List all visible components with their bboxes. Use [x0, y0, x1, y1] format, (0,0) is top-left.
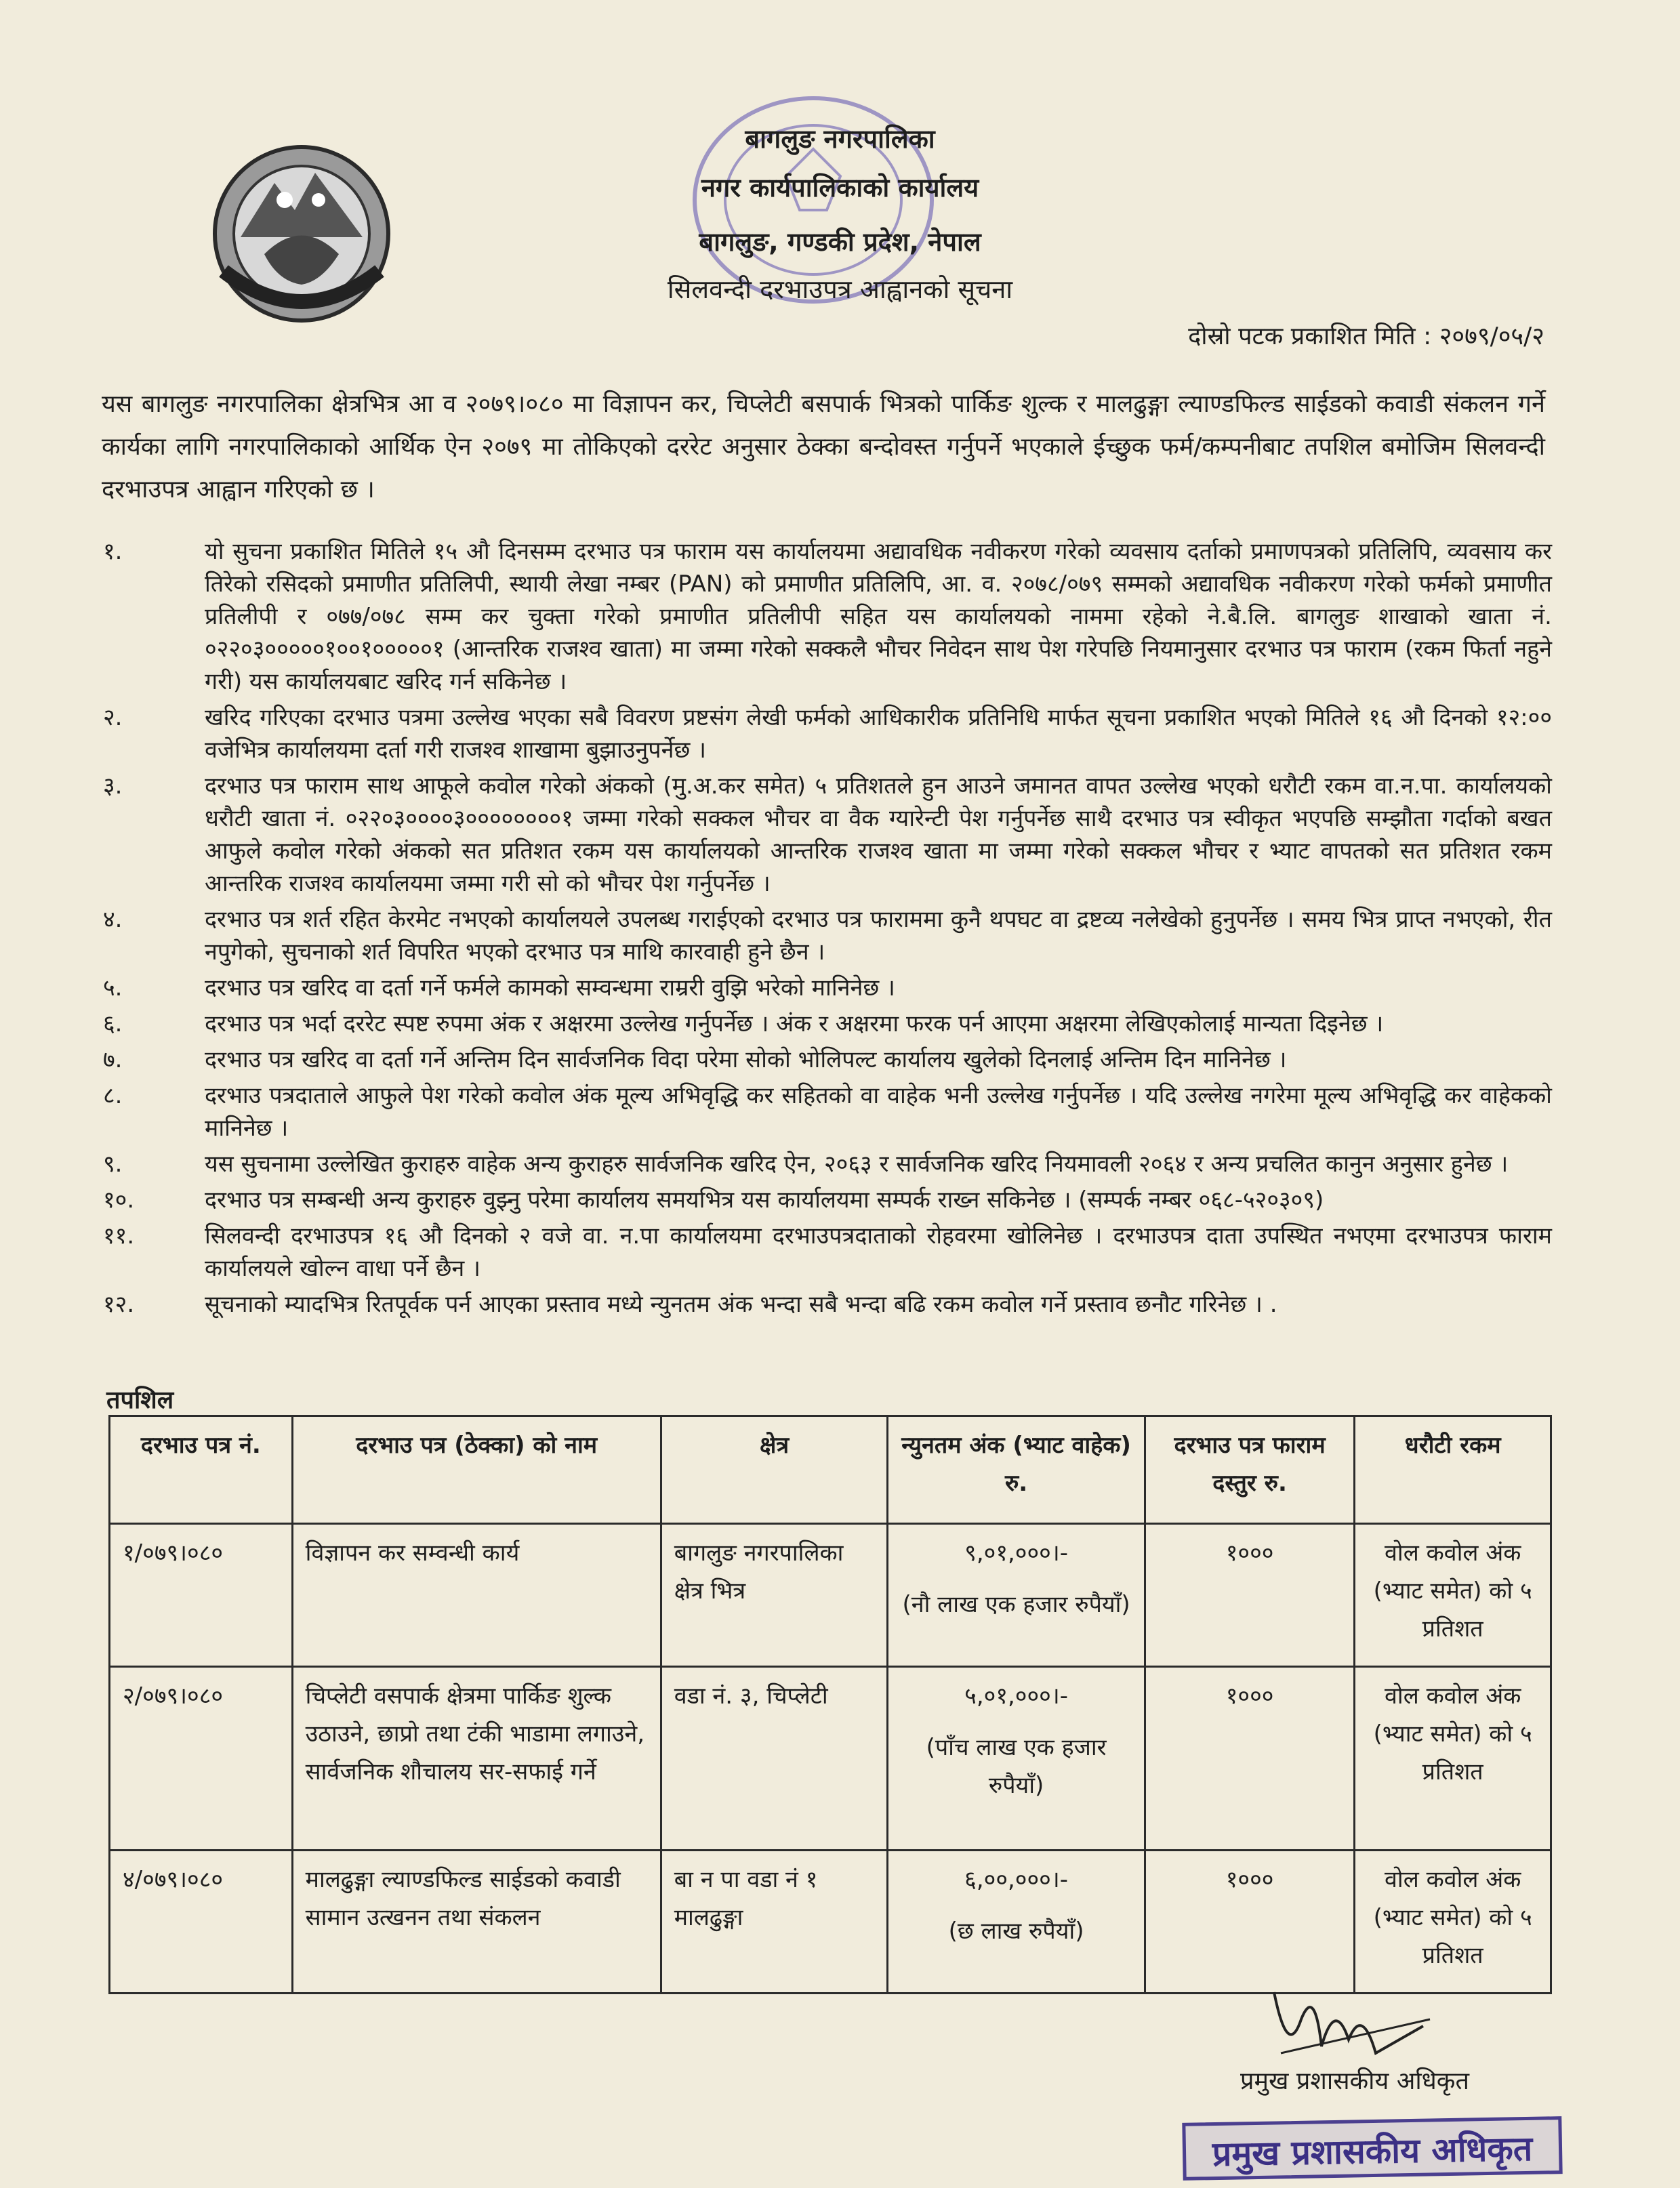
item-number: २. — [103, 704, 123, 731]
item-text: यो सुचना प्रकाशित मितिले १५ औ दिनसम्म दरभाउ पत्र फाराम यस कार्यालयमा अद्यावधिक नवीकरण गरेको व्यवसाय दर्ताको प्रमाणपत्रको प्रतिलिपि, व्यवसाय कर तिरेको रसिदको प्रमाणीत प्रतिलिपी, स्थायी लेखा नम्बर (PAN) को प्रमाणीत प्रतिलिपि, आ. व. २०७८/०७९ सम्मको अद्यावधिक नवीकरण गरेको फर्मको प्रमाणीत प्रतिलीपी र ०७७/०७८ सम्म कर चुक्ता गरेको प्रमाणीत प्रतिलीपी सहित यस कार्यालयको नाममा रहेको ने.बै.लि. बागलुङ शाखाको खाता नं. ०२२०३०००००१००१०००००१ (आन्तरिक राजश्व खाता) मा जम्मा गरेको सक्कलै भौचर निवेदन साथ पेश गरेपछि नियमानुसार दरभाउ पत्र फाराम (रकम फिर्ता नहुने गरी) यस कार्यालयबाट खरिद गर्न सकिनेछ । — [205, 538, 1552, 695]
notice-title: सिलवन्दी दरभाउपत्र आह्वानको सूचना — [667, 274, 1013, 304]
list-item — [95, 1184, 1552, 1216]
item-number: १०. — [103, 1186, 135, 1214]
item-text: दरभाउ पत्रदाताले आफुले पेश गरेको कवोल अंक मूल्य अभिवृद्धि कर सहितको वा वाहेक भनी उल्लेख गर्नुपर्नेछ । यदि उल्लेख नगरेमा मूल्य अभिवृद्धि कर वाहेकको मानिनेछ । — [205, 1082, 1552, 1142]
item-text: दरभाउ पत्र खरिद वा दर्ता गर्ने अन्तिम दिन सार्वजनिक विदा परेमा सोको भोलिपल्ट कार्यालय खुलेको दिनलाई अन्तिम दिन मानिनेछ । — [205, 1046, 1287, 1073]
min-amount-words: (पाँच लाख एक हजार रुपैयाँ) — [926, 1734, 1107, 1799]
item-number: ११. — [103, 1222, 135, 1250]
item-number: १२. — [103, 1291, 135, 1318]
column-header: दरभाउ पत्र फाराम दस्तुर रु. — [1145, 1416, 1355, 1524]
tender-table — [108, 1415, 1552, 1994]
officer-stamp: प्रमुख प्रशासकीय अधिकृत — [1182, 2116, 1562, 2181]
table-row — [110, 1667, 1551, 1851]
municipality-name: बागलुङ नगरपालिका — [745, 124, 935, 154]
column-header: क्षेत्र — [661, 1416, 888, 1524]
column-header: दरभाउ पत्र नं. — [110, 1416, 293, 1524]
min-amount-cell — [888, 1851, 1145, 1994]
tender-area: बागलुङ नगरपालिका क्षेत्र भित्र — [661, 1524, 888, 1667]
item-text: दरभाउ पत्र सम्बन्धी अन्य कुराहरु वुझ्नु परेमा कार्यालय समयभित्र यस कार्यालयमा सम्पर्क राख्न सकिनेछ । (सम्पर्क नम्बर ०६८-५२०३०९) — [205, 1186, 1324, 1214]
min-amount-cell — [888, 1667, 1145, 1851]
min-amount-words: (छ लाख रुपैयाँ) — [948, 1918, 1084, 1945]
item-text: दरभाउ पत्र खरिद वा दर्ता गर्ने फर्मले कामको सम्वन्धमा राम्ररी वुझि भरेको मानिनेछ । — [205, 974, 895, 1002]
item-number: ९. — [103, 1151, 123, 1178]
list-item — [95, 1148, 1552, 1180]
deposit-amount: वोल कवोल अंक (भ्याट समेत) को ५ प्रतिशत — [1355, 1667, 1551, 1851]
tender-area: बा न पा वडा नं १ मालढुङ्गा — [661, 1851, 888, 1994]
tender-number: ४/०७९।०८० — [110, 1851, 293, 1994]
office-address: बागलुङ, गण्डकी प्रदेश, नेपाल — [699, 227, 981, 257]
item-number: ३. — [103, 772, 123, 800]
form-fee: १००० — [1145, 1667, 1355, 1851]
item-number: ४. — [103, 906, 123, 933]
list-item — [95, 1220, 1552, 1285]
item-number: ६. — [103, 1010, 123, 1037]
item-text: यस सुचनामा उल्लेखित कुराहरु वाहेक अन्य कुराहरु सार्वजनिक खरिद ऐन, २०६३ र सार्वजनिक खरिद नियमावली २०६४ र अन्य प्रचलित कानुन अनुसार हुनेछ । — [205, 1151, 1509, 1178]
conditions-list — [95, 535, 1552, 1324]
list-item — [95, 535, 1552, 698]
deposit-amount: वोल कवोल अंक (भ्याट समेत) को ५ प्रतिशत — [1355, 1851, 1551, 1994]
tender-name: चिप्लेटी वसपार्क क्षेत्रमा पार्किङ शुल्क उठाउने, छाप्रो तथा टंकी भाडामा लगाउने, सार्वजनिक शौचालय सर-सफाई गर्ने — [292, 1667, 661, 1851]
table-row — [110, 1524, 1551, 1667]
item-text: दरभाउ पत्र शर्त रहित केरमेट नभएको कार्यालयले उपलब्ध गराईएको दरभाउ पत्र फाराममा कुनै थपघट वा द्रष्टव्य नलेखेको हुनुपर्नेछ । समय भित्र प्राप्त नभएको, रीत नपुगेको, सुचनाको शर्त विपरित भएको दरभाउ पत्र माथि कारवाही हुने छैन । — [205, 906, 1552, 966]
item-text: दरभाउ पत्र फाराम साथ आफूले कवोल गरेको अंकको (मु.अ.कर समेत) ५ प्रतिशतले हुन आउने जमानत वापत उल्लेख भएको धरौटी रकम वा.न.पा. कार्यालयको धरौटी खाता नं. ०२२०३००००३००००००००१ जम्मा गरेको सक्कल भौचर वा वैक ग्यारेन्टी पेश गर्नुपर्नेछ साथै दरभाउ पत्र स्वीकृत भएपछि सम्झौता गर्दाको बखत आफुले कवोल गरेको अंकको सत प्रतिशत रकम यस कार्यालयको आन्तरिक राजश्व खाता मा जम्मा गरेको सक्कल भौचर र भ्याट वापतको सत प्रतिशत रकम आन्तरिक राजश्व कार्यालयमा जम्मा गरी सो को भौचर पेश गर्नुपर्नेछ । — [205, 772, 1552, 897]
tender-name: मालढुङ्गा ल्याण्डफिल्ड साईडको कवाडी सामान उत्खनन तथा संकलन — [292, 1851, 661, 1994]
column-header: धरौटी रकम — [1355, 1416, 1551, 1524]
intro-paragraph: यस बागलुङ नगरपालिका क्षेत्रभित्र आ व २०७९।०८० मा विज्ञापन कर, चिप्लेटी बसपार्क भित्रको पार्किङ शुल्क र मालढुङ्गा ल्याण्डफिल्ड साईडको कवाडी संकलन गर्ने कार्यका लागि नगरपालिकाको आर्थिक ऐन २०७९ मा तोकिएको दररेट अनुसार ठेक्का बन्दोवस्त गर्नुपर्ने भएकाले ईच्छुक फर्म/कम्पनीबाट तपशिल बमोजिम सिलवन्दी दरभाउपत्र आह्वान गरिएको छ । — [102, 390, 1545, 503]
publish-date: दोस्रो पटक प्रकाशित मिति : २०७९/०५/२ — [1188, 323, 1544, 350]
column-header: दरभाउ पत्र (ठेक्का) को नाम — [292, 1416, 661, 1524]
min-amount-words: (नौ लाख एक हजार रुपैयाँ) — [902, 1591, 1130, 1618]
table-row — [110, 1851, 1551, 1994]
item-number: १. — [103, 538, 123, 565]
item-text: सिलवन्दी दरभाउपत्र १६ औ दिनको २ वजे वा. न.पा कार्यालयमा दरभाउपत्रदाताको रोहवरमा खोलिनेछ । दरभाउपत्र दाता उपस्थित नभएमा दरभाउपत्र फाराम कार्यालयले खोल्न वाधा पर्ने छैन । — [205, 1222, 1552, 1282]
column-header: न्युनतम अंक (भ्याट वाहेक) रु. — [888, 1416, 1145, 1524]
min-amount-cell — [888, 1524, 1145, 1667]
item-number: ५. — [103, 974, 123, 1002]
item-text: दरभाउ पत्र भर्दा दररेट स्पष्ट रुपमा अंक र अक्षरमा उल्लेख गर्नुपर्नेछ । अंक र अक्षरमा फरक पर्न आएमा अक्षरमा लेखिएकोलाई मान्यता दिइनेछ । — [205, 1010, 1384, 1037]
list-item — [95, 972, 1552, 1004]
min-amount: ५,०१,०००।- — [964, 1683, 1069, 1710]
form-fee: १००० — [1145, 1524, 1355, 1667]
item-text: खरिद गरिएका दरभाउ पत्रमा उल्लेख भएका सबै विवरण प्रष्टसंग लेखी फर्मको आधिकारीक प्रतिनिधि मार्फत सूचना प्रकाशित भएको मितिले १६ औ दिनको १२:०० वजेभित्र कार्यालयमा दर्ता गरी राजश्व शाखामा बुझाउनुपर्नेछ । — [205, 704, 1552, 764]
form-fee: १००० — [1145, 1851, 1355, 1994]
list-item — [95, 1044, 1552, 1076]
list-item — [95, 770, 1552, 900]
list-item — [95, 903, 1552, 968]
min-amount: ६,००,०००।- — [964, 1866, 1069, 1893]
list-item — [95, 1288, 1552, 1321]
deposit-amount: वोल कवोल अंक (भ्याट समेत) को ५ प्रतिशत — [1355, 1524, 1551, 1667]
tender-name: विज्ञापन कर सम्वन्धी कार्य — [292, 1524, 661, 1667]
item-number: ७. — [103, 1046, 123, 1073]
table-header-row — [110, 1416, 1551, 1524]
list-item — [95, 1079, 1552, 1144]
item-number: ८. — [103, 1082, 123, 1109]
list-item — [95, 1008, 1552, 1040]
item-text: सूचनाको म्यादभित्र रितपूर्वक पर्न आएका प्रस्ताव मध्ये न्युनतम अंक भन्दा सबै भन्दा बढि रकम कवोल गर्ने प्रस्ताव छनौट गरिनेछ । . — [205, 1291, 1277, 1318]
officer-title: प्रमुख प्रशासकीय अधिकृत — [1240, 2067, 1469, 2095]
tender-number: २/०७९।०८० — [110, 1667, 293, 1851]
schedule-heading: तपशिल — [106, 1386, 174, 1414]
office-name: नगर कार्यपालिकाको कार्यालय — [701, 173, 979, 203]
min-amount: ९,०१,०००।- — [964, 1540, 1069, 1567]
tender-area: वडा नं. ३, चिप्लेटी — [661, 1667, 888, 1851]
list-item — [95, 701, 1552, 766]
signature-icon — [1261, 1979, 1437, 2073]
tender-number: १/०७९।०८० — [110, 1524, 293, 1667]
